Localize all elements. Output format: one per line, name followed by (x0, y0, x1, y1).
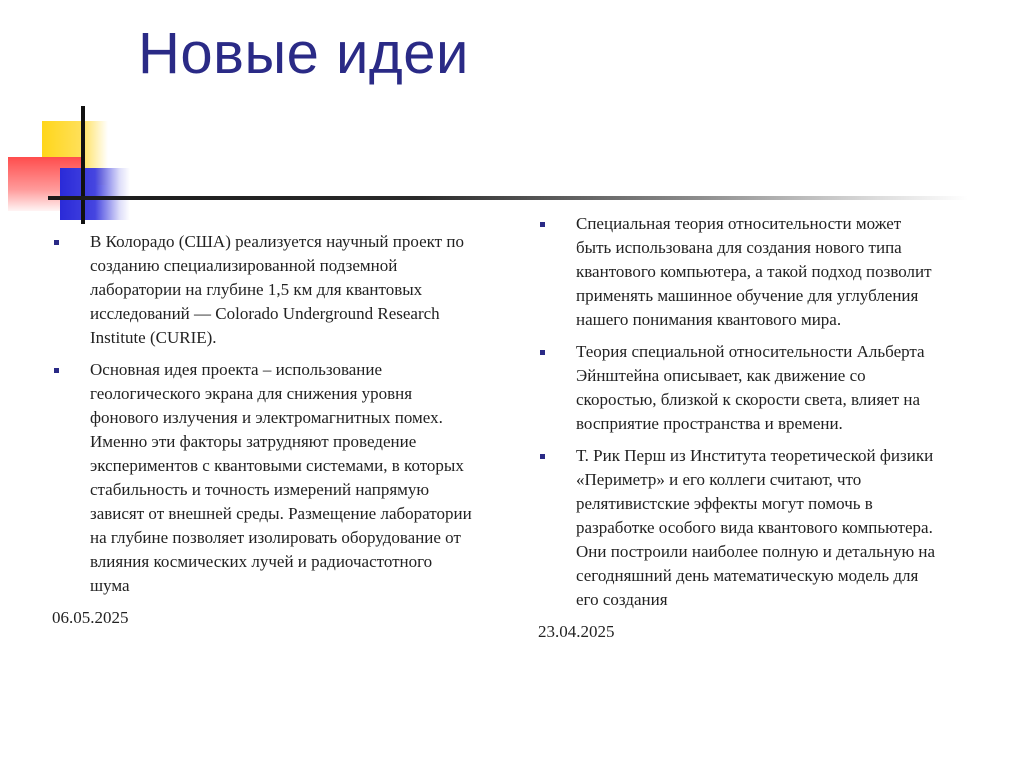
right-date: 23.04.2025 (538, 622, 615, 641)
decorative-blue-block (60, 168, 130, 220)
square-bullet-icon (54, 240, 59, 245)
right-column (538, 212, 938, 644)
bullet-item (538, 212, 938, 332)
bullet-text: Теория специальной относительности Альберта Эйнштейна описывает, как движение со скоростью, близкой к скорости света, влияет на восприятие пространства и времени. (576, 342, 925, 433)
square-bullet-icon (54, 368, 59, 373)
slide-title: Новые идеи (138, 21, 469, 86)
square-bullet-icon (540, 350, 545, 355)
square-bullet-icon (540, 222, 545, 227)
left-date: 06.05.2025 (52, 608, 129, 627)
left-column (52, 230, 472, 630)
bullet-item (538, 444, 938, 612)
bullet-item (52, 358, 472, 598)
square-bullet-icon (540, 454, 545, 459)
bullet-item (52, 230, 472, 350)
decorative-vertical-line (81, 106, 85, 224)
title-divider-line (48, 196, 968, 200)
bullet-text: Специальная теория относительности может быть использована для создания нового типа квантового компьютера, а такой подход позволит применять машинное обучение для углубления нашего понимания квантового мира. (576, 214, 932, 329)
bullet-text: В Колорадо (США) реализуется научный проект по созданию специализированной подземной лаборатории на глубине 1,5 км для квантовых исследований — Colorado Underground Research Institute (CURIE). (90, 232, 464, 347)
bullet-text: Основная идея проекта – использование геологического экрана для снижения уровня фонового излучения и электромагнитных помех. Именно эти факторы затрудняют проведение экспериментов с квантовыми системами, в которых стабильность и точность измерений напрямую зависят от внешней среды. Размещение лаборатории на глубине позволяет изолировать оборудование от влияния космических лучей и радиочастотного шума (90, 360, 472, 595)
bullet-text: Т. Рик Перш из Института теоретической физики «Периметр» и его коллеги считают, что релятивистские эффекты могут помочь в разработке особого вида квантового компьютера. Они построили наиболее полную и детальную на сегодняшний день математическую модель для его создания (576, 446, 936, 609)
bullet-item (538, 340, 938, 436)
